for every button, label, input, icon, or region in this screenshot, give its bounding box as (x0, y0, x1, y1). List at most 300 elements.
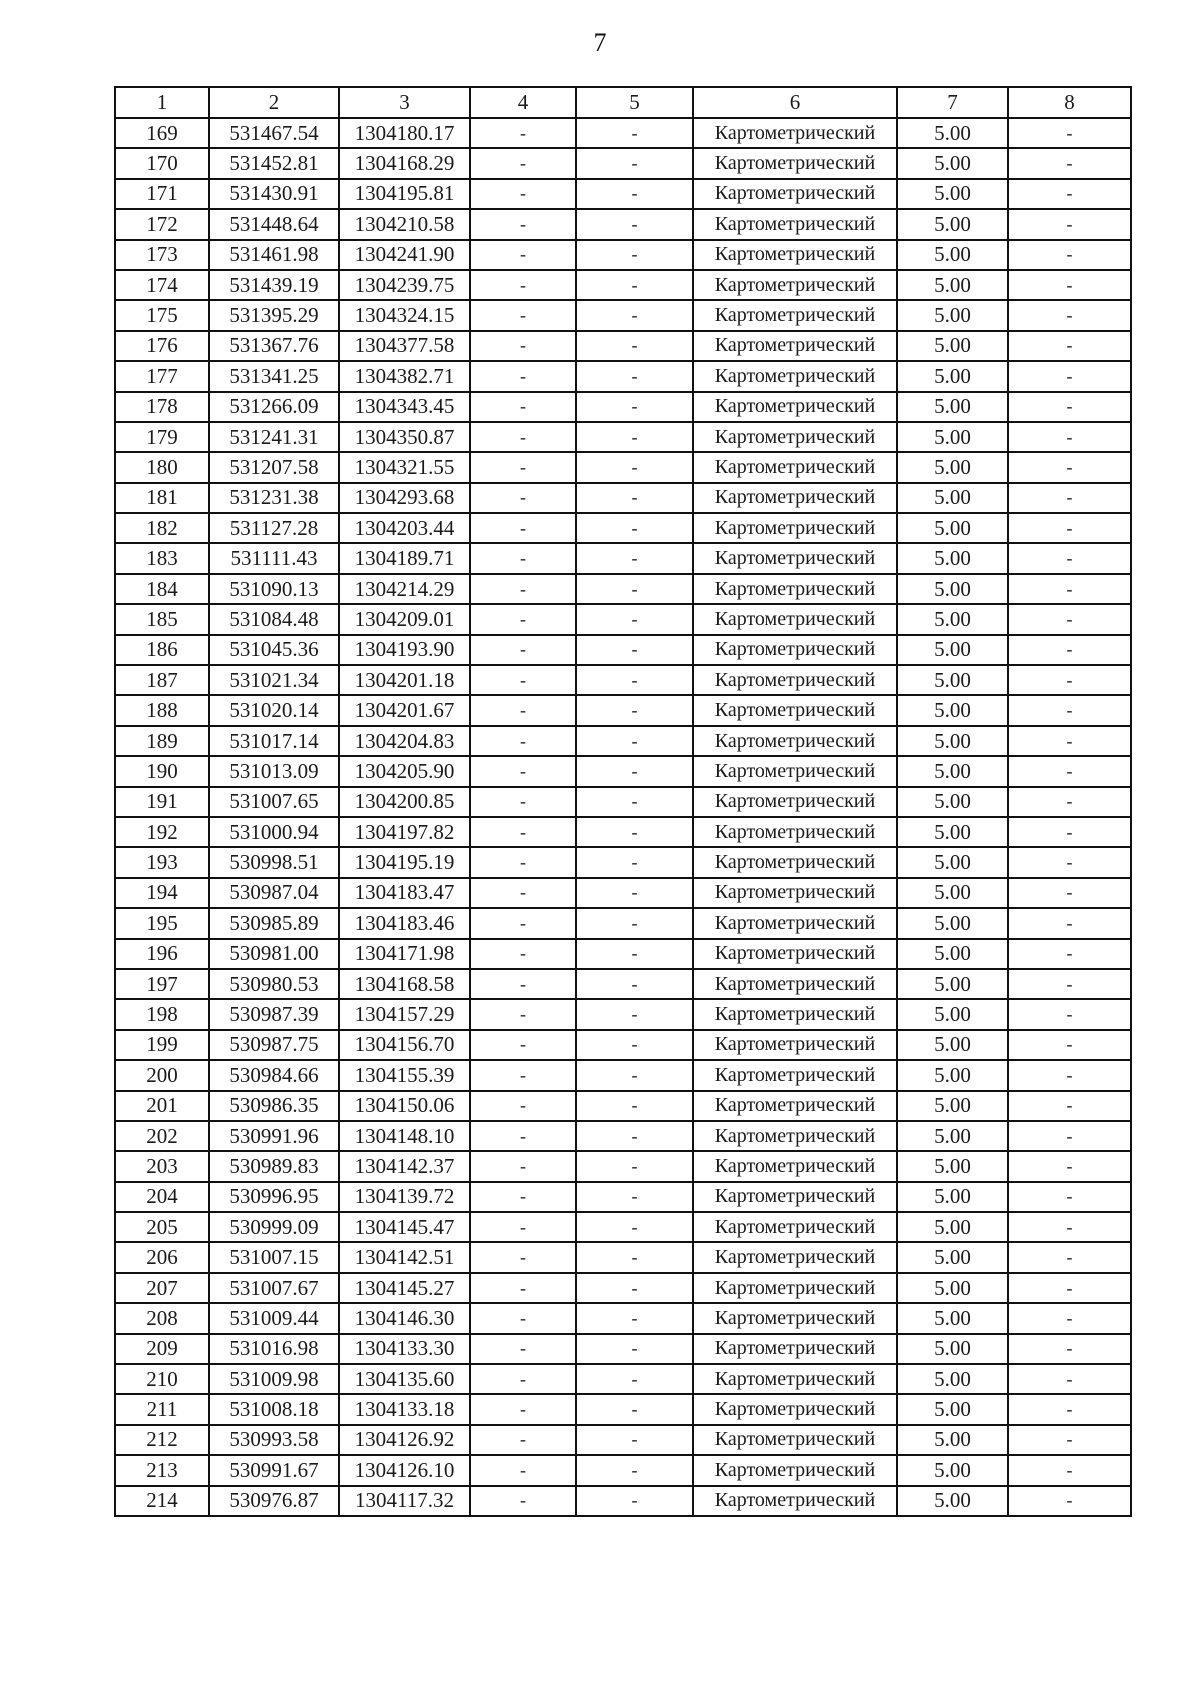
column-5-cell: - (576, 635, 693, 665)
table-row (115, 847, 1131, 877)
column-4-cell: - (470, 1151, 576, 1181)
column-8-cell: - (1008, 1273, 1131, 1303)
column-8-cell: - (1008, 969, 1131, 999)
column-header: 1 (115, 87, 209, 118)
table-row (115, 1425, 1131, 1455)
column-4-cell: - (470, 300, 576, 330)
x-coordinate-cell: 530986.35 (209, 1091, 339, 1121)
method-cell: Картометрический (693, 1486, 897, 1516)
y-coordinate-cell: 1304293.68 (339, 483, 470, 513)
method-cell: Картометрический (693, 1151, 897, 1181)
column-8-cell: - (1008, 392, 1131, 422)
y-coordinate-cell: 1304148.10 (339, 1121, 470, 1151)
column-8-cell: - (1008, 361, 1131, 391)
method-cell: Картометрический (693, 817, 897, 847)
y-coordinate-cell: 1304168.29 (339, 148, 470, 178)
column-8-cell: - (1008, 118, 1131, 148)
table-row (115, 756, 1131, 786)
table-row (115, 483, 1131, 513)
y-coordinate-cell: 1304171.98 (339, 939, 470, 969)
method-cell: Картометрический (693, 665, 897, 695)
accuracy-cell: 5.00 (897, 574, 1008, 604)
x-coordinate-cell: 531090.13 (209, 574, 339, 604)
column-4-cell: - (470, 817, 576, 847)
column-4-cell: - (470, 1455, 576, 1485)
x-coordinate-cell: 530987.39 (209, 999, 339, 1029)
table-row (115, 999, 1131, 1029)
point-number-cell: 207 (115, 1273, 209, 1303)
column-8-cell: - (1008, 1486, 1131, 1516)
point-number-cell: 170 (115, 148, 209, 178)
accuracy-cell: 5.00 (897, 999, 1008, 1029)
column-4-cell: - (470, 1030, 576, 1060)
method-cell: Картометрический (693, 939, 897, 969)
point-number-cell: 186 (115, 635, 209, 665)
column-5-cell: - (576, 1151, 693, 1181)
table-row (115, 422, 1131, 452)
column-4-cell: - (470, 908, 576, 938)
x-coordinate-cell: 530991.67 (209, 1455, 339, 1485)
column-8-cell: - (1008, 422, 1131, 452)
column-5-cell: - (576, 1121, 693, 1151)
table-row (115, 726, 1131, 756)
column-8-cell: - (1008, 483, 1131, 513)
y-coordinate-cell: 1304193.90 (339, 635, 470, 665)
y-coordinate-cell: 1304241.90 (339, 240, 470, 270)
point-number-cell: 203 (115, 1151, 209, 1181)
column-4-cell: - (470, 635, 576, 665)
accuracy-cell: 5.00 (897, 483, 1008, 513)
y-coordinate-cell: 1304200.85 (339, 787, 470, 817)
column-8-cell: - (1008, 331, 1131, 361)
table-row (115, 1455, 1131, 1485)
x-coordinate-cell: 531008.18 (209, 1394, 339, 1424)
column-5-cell: - (576, 148, 693, 178)
column-5-cell: - (576, 483, 693, 513)
table-row (115, 665, 1131, 695)
point-number-cell: 196 (115, 939, 209, 969)
column-5-cell: - (576, 361, 693, 391)
point-number-cell: 213 (115, 1455, 209, 1485)
column-8-cell: - (1008, 817, 1131, 847)
x-coordinate-cell: 531367.76 (209, 331, 339, 361)
method-cell: Картометрический (693, 999, 897, 1029)
accuracy-cell: 5.00 (897, 787, 1008, 817)
column-5-cell: - (576, 1364, 693, 1394)
accuracy-cell: 5.00 (897, 1121, 1008, 1151)
x-coordinate-cell: 531430.91 (209, 179, 339, 209)
method-cell: Картометрический (693, 1182, 897, 1212)
method-cell: Картометрический (693, 361, 897, 391)
column-4-cell: - (470, 1486, 576, 1516)
method-cell: Картометрический (693, 209, 897, 239)
column-4-cell: - (470, 787, 576, 817)
table-row (115, 1364, 1131, 1394)
column-5-cell: - (576, 1242, 693, 1272)
column-header: 4 (470, 87, 576, 118)
column-5-cell: - (576, 878, 693, 908)
y-coordinate-cell: 1304377.58 (339, 331, 470, 361)
point-number-cell: 202 (115, 1121, 209, 1151)
column-4-cell: - (470, 878, 576, 908)
x-coordinate-cell: 531395.29 (209, 300, 339, 330)
column-5-cell: - (576, 726, 693, 756)
point-number-cell: 199 (115, 1030, 209, 1060)
point-number-cell: 212 (115, 1425, 209, 1455)
column-header: 8 (1008, 87, 1131, 118)
accuracy-cell: 5.00 (897, 543, 1008, 573)
x-coordinate-cell: 530989.83 (209, 1151, 339, 1181)
table-row (115, 574, 1131, 604)
y-coordinate-cell: 1304145.27 (339, 1273, 470, 1303)
method-cell: Картометрический (693, 1212, 897, 1242)
accuracy-cell: 5.00 (897, 1455, 1008, 1485)
accuracy-cell: 5.00 (897, 665, 1008, 695)
column-4-cell: - (470, 148, 576, 178)
column-5-cell: - (576, 1425, 693, 1455)
column-5-cell: - (576, 452, 693, 482)
column-header: 5 (576, 87, 693, 118)
column-4-cell: - (470, 270, 576, 300)
method-cell: Картометрический (693, 118, 897, 148)
table-body (115, 118, 1131, 1516)
table-row (115, 1212, 1131, 1242)
table-row (115, 1060, 1131, 1090)
x-coordinate-cell: 530981.00 (209, 939, 339, 969)
x-coordinate-cell: 530980.53 (209, 969, 339, 999)
x-coordinate-cell: 531266.09 (209, 392, 339, 422)
column-4-cell: - (470, 361, 576, 391)
y-coordinate-cell: 1304126.10 (339, 1455, 470, 1485)
x-coordinate-cell: 530987.04 (209, 878, 339, 908)
method-cell: Картометрический (693, 878, 897, 908)
method-cell: Картометрический (693, 1030, 897, 1060)
x-coordinate-cell: 530991.96 (209, 1121, 339, 1151)
column-8-cell: - (1008, 1030, 1131, 1060)
column-8-cell: - (1008, 513, 1131, 543)
point-number-cell: 181 (115, 483, 209, 513)
accuracy-cell: 5.00 (897, 331, 1008, 361)
y-coordinate-cell: 1304126.92 (339, 1425, 470, 1455)
method-cell: Картометрический (693, 543, 897, 573)
x-coordinate-cell: 531241.31 (209, 422, 339, 452)
table-row (115, 513, 1131, 543)
method-cell: Картометрический (693, 1273, 897, 1303)
column-5-cell: - (576, 1334, 693, 1364)
y-coordinate-cell: 1304150.06 (339, 1091, 470, 1121)
point-number-cell: 190 (115, 756, 209, 786)
point-number-cell: 175 (115, 300, 209, 330)
column-5-cell: - (576, 817, 693, 847)
method-cell: Картометрический (693, 1060, 897, 1090)
method-cell: Картометрический (693, 270, 897, 300)
column-8-cell: - (1008, 1303, 1131, 1333)
x-coordinate-cell: 530998.51 (209, 847, 339, 877)
accuracy-cell: 5.00 (897, 513, 1008, 543)
point-number-cell: 197 (115, 969, 209, 999)
table-row (115, 1151, 1131, 1181)
column-8-cell: - (1008, 1394, 1131, 1424)
y-coordinate-cell: 1304204.83 (339, 726, 470, 756)
column-8-cell: - (1008, 878, 1131, 908)
method-cell: Картометрический (693, 422, 897, 452)
column-8-cell: - (1008, 726, 1131, 756)
column-8-cell: - (1008, 270, 1131, 300)
column-4-cell: - (470, 513, 576, 543)
point-number-cell: 172 (115, 209, 209, 239)
table-row (115, 1394, 1131, 1424)
method-cell: Картометрический (693, 1091, 897, 1121)
y-coordinate-cell: 1304203.44 (339, 513, 470, 543)
table-row (115, 179, 1131, 209)
accuracy-cell: 5.00 (897, 756, 1008, 786)
point-number-cell: 191 (115, 787, 209, 817)
column-8-cell: - (1008, 209, 1131, 239)
column-8-cell: - (1008, 543, 1131, 573)
table-row (115, 1121, 1131, 1151)
method-cell: Картометрический (693, 179, 897, 209)
column-5-cell: - (576, 1212, 693, 1242)
x-coordinate-cell: 531127.28 (209, 513, 339, 543)
method-cell: Картометрический (693, 452, 897, 482)
x-coordinate-cell: 531448.64 (209, 209, 339, 239)
column-4-cell: - (470, 604, 576, 634)
accuracy-cell: 5.00 (897, 847, 1008, 877)
table-row (115, 939, 1131, 969)
x-coordinate-cell: 531000.94 (209, 817, 339, 847)
column-5-cell: - (576, 543, 693, 573)
accuracy-cell: 5.00 (897, 969, 1008, 999)
y-coordinate-cell: 1304142.51 (339, 1242, 470, 1272)
point-number-cell: 194 (115, 878, 209, 908)
column-8-cell: - (1008, 999, 1131, 1029)
table-row (115, 1273, 1131, 1303)
y-coordinate-cell: 1304155.39 (339, 1060, 470, 1090)
column-4-cell: - (470, 1273, 576, 1303)
y-coordinate-cell: 1304201.67 (339, 695, 470, 725)
accuracy-cell: 5.00 (897, 817, 1008, 847)
accuracy-cell: 5.00 (897, 148, 1008, 178)
method-cell: Картометрический (693, 574, 897, 604)
column-8-cell: - (1008, 1091, 1131, 1121)
accuracy-cell: 5.00 (897, 908, 1008, 938)
accuracy-cell: 5.00 (897, 604, 1008, 634)
column-header: 6 (693, 87, 897, 118)
accuracy-cell: 5.00 (897, 878, 1008, 908)
accuracy-cell: 5.00 (897, 939, 1008, 969)
column-4-cell: - (470, 756, 576, 786)
column-8-cell: - (1008, 300, 1131, 330)
column-5-cell: - (576, 331, 693, 361)
x-coordinate-cell: 531452.81 (209, 148, 339, 178)
point-number-cell: 210 (115, 1364, 209, 1394)
x-coordinate-cell: 531461.98 (209, 240, 339, 270)
column-4-cell: - (470, 939, 576, 969)
column-4-cell: - (470, 452, 576, 482)
table-row (115, 392, 1131, 422)
column-5-cell: - (576, 392, 693, 422)
method-cell: Картометрический (693, 908, 897, 938)
point-number-cell: 206 (115, 1242, 209, 1272)
accuracy-cell: 5.00 (897, 1182, 1008, 1212)
y-coordinate-cell: 1304205.90 (339, 756, 470, 786)
column-4-cell: - (470, 1121, 576, 1151)
y-coordinate-cell: 1304210.58 (339, 209, 470, 239)
x-coordinate-cell: 531007.15 (209, 1242, 339, 1272)
accuracy-cell: 5.00 (897, 270, 1008, 300)
point-number-cell: 205 (115, 1212, 209, 1242)
column-5-cell: - (576, 908, 693, 938)
x-coordinate-cell: 531009.44 (209, 1303, 339, 1333)
column-5-cell: - (576, 1060, 693, 1090)
table-row (115, 817, 1131, 847)
table-row (115, 209, 1131, 239)
point-number-cell: 188 (115, 695, 209, 725)
point-number-cell: 192 (115, 817, 209, 847)
column-8-cell: - (1008, 1212, 1131, 1242)
accuracy-cell: 5.00 (897, 1425, 1008, 1455)
column-5-cell: - (576, 969, 693, 999)
point-number-cell: 178 (115, 392, 209, 422)
column-4-cell: - (470, 1364, 576, 1394)
table-row (115, 331, 1131, 361)
table-row (115, 361, 1131, 391)
table-row (115, 452, 1131, 482)
column-5-cell: - (576, 847, 693, 877)
x-coordinate-cell: 531009.98 (209, 1364, 339, 1394)
accuracy-cell: 5.00 (897, 209, 1008, 239)
point-number-cell: 185 (115, 604, 209, 634)
accuracy-cell: 5.00 (897, 452, 1008, 482)
accuracy-cell: 5.00 (897, 1091, 1008, 1121)
method-cell: Картометрический (693, 1425, 897, 1455)
table-row (115, 1242, 1131, 1272)
y-coordinate-cell: 1304343.45 (339, 392, 470, 422)
method-cell: Картометрический (693, 969, 897, 999)
method-cell: Картометрический (693, 756, 897, 786)
accuracy-cell: 5.00 (897, 726, 1008, 756)
x-coordinate-cell: 531207.58 (209, 452, 339, 482)
accuracy-cell: 5.00 (897, 1151, 1008, 1181)
column-8-cell: - (1008, 665, 1131, 695)
column-8-cell: - (1008, 1182, 1131, 1212)
table-row (115, 878, 1131, 908)
point-number-cell: 174 (115, 270, 209, 300)
y-coordinate-cell: 1304321.55 (339, 452, 470, 482)
column-8-cell: - (1008, 695, 1131, 725)
column-8-cell: - (1008, 908, 1131, 938)
x-coordinate-cell: 531021.34 (209, 665, 339, 695)
column-4-cell: - (470, 1212, 576, 1242)
method-cell: Картометрический (693, 1121, 897, 1151)
method-cell: Картометрический (693, 1303, 897, 1333)
column-8-cell: - (1008, 847, 1131, 877)
table-row (115, 1030, 1131, 1060)
y-coordinate-cell: 1304135.60 (339, 1364, 470, 1394)
point-number-cell: 204 (115, 1182, 209, 1212)
table-row (115, 270, 1131, 300)
accuracy-cell: 5.00 (897, 1212, 1008, 1242)
accuracy-cell: 5.00 (897, 361, 1008, 391)
column-4-cell: - (470, 1334, 576, 1364)
column-8-cell: - (1008, 148, 1131, 178)
x-coordinate-cell: 530999.09 (209, 1212, 339, 1242)
accuracy-cell: 5.00 (897, 1303, 1008, 1333)
y-coordinate-cell: 1304201.18 (339, 665, 470, 695)
point-number-cell: 195 (115, 908, 209, 938)
point-number-cell: 211 (115, 1394, 209, 1424)
table-row (115, 1303, 1131, 1333)
point-number-cell: 187 (115, 665, 209, 695)
column-4-cell: - (470, 1394, 576, 1424)
column-header: 7 (897, 87, 1008, 118)
column-4-cell: - (470, 118, 576, 148)
column-header: 3 (339, 87, 470, 118)
column-4-cell: - (470, 1182, 576, 1212)
x-coordinate-cell: 531013.09 (209, 756, 339, 786)
accuracy-cell: 5.00 (897, 695, 1008, 725)
column-5-cell: - (576, 240, 693, 270)
point-number-cell: 214 (115, 1486, 209, 1516)
y-coordinate-cell: 1304117.32 (339, 1486, 470, 1516)
method-cell: Картометрический (693, 695, 897, 725)
column-5-cell: - (576, 695, 693, 725)
point-number-cell: 208 (115, 1303, 209, 1333)
column-4-cell: - (470, 665, 576, 695)
column-5-cell: - (576, 209, 693, 239)
y-coordinate-cell: 1304133.18 (339, 1394, 470, 1424)
table-row (115, 969, 1131, 999)
column-8-cell: - (1008, 1151, 1131, 1181)
method-cell: Картометрический (693, 847, 897, 877)
point-number-cell: 182 (115, 513, 209, 543)
x-coordinate-cell: 531045.36 (209, 635, 339, 665)
column-8-cell: - (1008, 240, 1131, 270)
accuracy-cell: 5.00 (897, 1060, 1008, 1090)
column-5-cell: - (576, 787, 693, 817)
column-5-cell: - (576, 999, 693, 1029)
table-row (115, 1486, 1131, 1516)
column-8-cell: - (1008, 604, 1131, 634)
y-coordinate-cell: 1304350.87 (339, 422, 470, 452)
column-4-cell: - (470, 543, 576, 573)
x-coordinate-cell: 530987.75 (209, 1030, 339, 1060)
column-8-cell: - (1008, 1334, 1131, 1364)
x-coordinate-cell: 531020.14 (209, 695, 339, 725)
accuracy-cell: 5.00 (897, 118, 1008, 148)
y-coordinate-cell: 1304382.71 (339, 361, 470, 391)
x-coordinate-cell: 531084.48 (209, 604, 339, 634)
x-coordinate-cell: 531341.25 (209, 361, 339, 391)
table-row (115, 1334, 1131, 1364)
point-number-cell: 179 (115, 422, 209, 452)
column-8-cell: - (1008, 1242, 1131, 1272)
method-cell: Картометрический (693, 1364, 897, 1394)
column-8-cell: - (1008, 179, 1131, 209)
table-row (115, 604, 1131, 634)
column-8-cell: - (1008, 635, 1131, 665)
column-4-cell: - (470, 240, 576, 270)
point-number-cell: 198 (115, 999, 209, 1029)
accuracy-cell: 5.00 (897, 300, 1008, 330)
method-cell: Картометрический (693, 331, 897, 361)
column-5-cell: - (576, 1030, 693, 1060)
y-coordinate-cell: 1304195.19 (339, 847, 470, 877)
table-row (115, 543, 1131, 573)
x-coordinate-cell: 531439.19 (209, 270, 339, 300)
table-row (115, 118, 1131, 148)
x-coordinate-cell: 531231.38 (209, 483, 339, 513)
